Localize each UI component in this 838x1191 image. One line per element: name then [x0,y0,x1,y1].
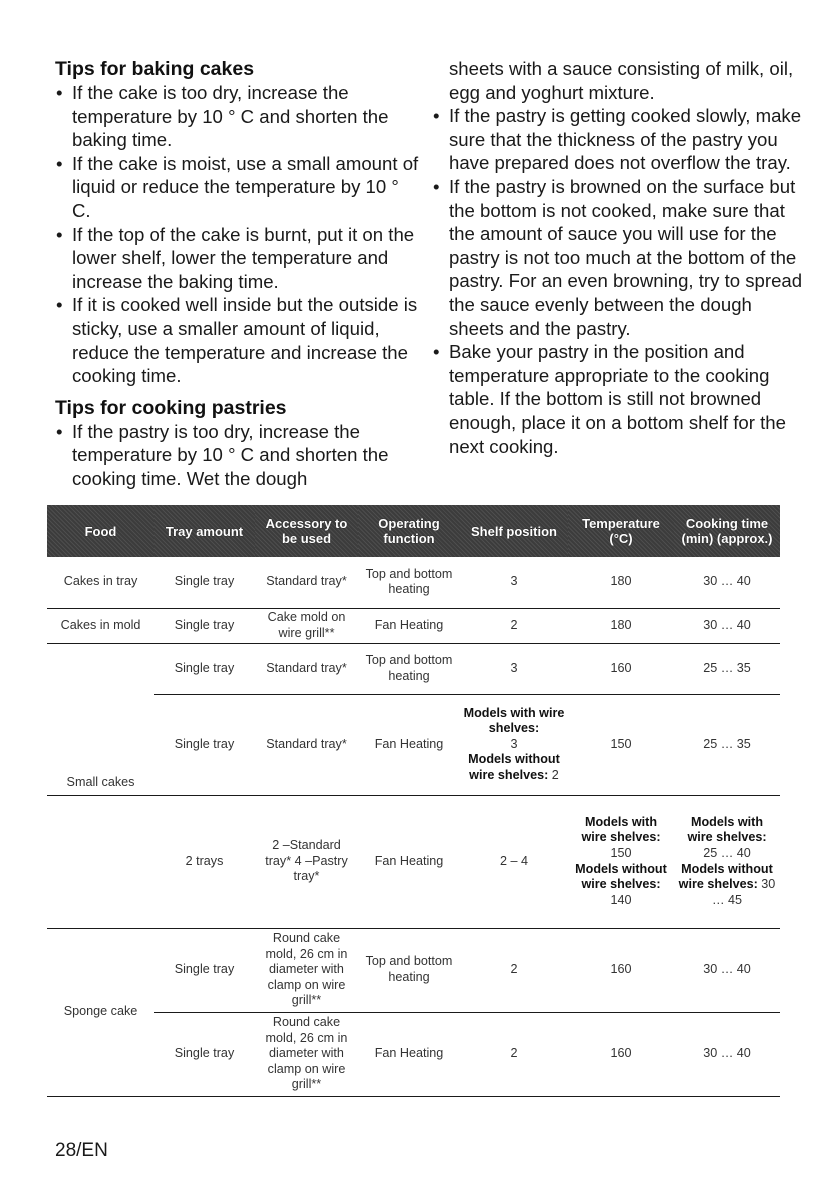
accessory-cell: 2 –Standard tray* 4 –Pastry tray* [255,795,358,928]
time-cell: 30 … 40 [674,928,780,1012]
time-cell: 30 … 40 [674,1012,780,1096]
header-shelf-position: Shelf position [460,505,568,557]
accessory-cell: Round cake mold, 26 cm in diameter with clamp on wire grill** [255,928,358,1012]
temp-cell: 180 [568,608,674,643]
table-row [47,795,780,928]
accessory-cell: Standard tray* [255,557,358,608]
table-header-row [47,505,780,557]
temp-nws-label: Models without wire shelves [575,861,667,892]
shelf-ws-value: 3 [510,736,518,751]
header-accessory: Accessory to be used [255,505,358,557]
list-item: • If the top of the cake is burnt, put it on the lower shelf, lower the temperature and increase the baking time. [55,223,420,294]
pastry-tips-list-continued [432,104,807,458]
time-cell: Models with wire shelves: 25 … 40 Models without wire shelves: 30 … 45 [674,795,780,928]
header-cooking-time: Cooking time (min) (approx.) [674,505,780,557]
food-cell-sponge-cake: Sponge cake [47,928,154,1096]
tray-cell: Single tray [154,1012,255,1096]
function-cell: Top and bottom heating [358,928,460,1012]
tray-cell: Single tray [154,928,255,1012]
list-item: • Bake your pastry in the position and temperature appropriate to the cooking table. If the bottom is still not browned enough, place it on a bottom shelf for the next cooking. [432,340,807,458]
table-row [47,694,780,795]
function-cell: Fan Heating [358,1012,460,1096]
tray-cell: Single tray [154,643,255,694]
temp-cell: Models with wire shelves: 150 Models without wire shelves: 140 [568,795,674,928]
temp-cell: 160 [568,1012,674,1096]
left-column [55,57,420,491]
shelf-cell: 3 [460,557,568,608]
temp-cell: 160 [568,643,674,694]
heading-baking-cakes: Tips for baking cakes [55,58,255,80]
accessory-cell: Standard tray* [255,643,358,694]
header-temperature: Temperature (°C) [568,505,674,557]
table-row [47,1012,780,1096]
list-item: • If the pastry is getting cooked slowly, make sure that the thickness of the pastry you have prepared does not overflow the tray. [432,104,807,175]
temp-cell: 150 [568,694,674,795]
time-cell: 25 … 35 [674,643,780,694]
list-item: • If the cake is moist, use a small amount of liquid or reduce the temperature by 10 ° C. [55,152,420,223]
pastry-tip-continued: sheets with a sauce consisting of milk, oil, egg and yoghurt mixture. [449,58,794,103]
baking-tips-list [55,81,420,388]
shelf-cell: 2 [460,608,568,643]
temp-ws-value: 150 [610,845,632,860]
function-cell: Top and bottom heating [358,557,460,608]
list-item: • If the cake is too dry, increase the temperature by 10 ° C and shorten the baking time. [55,81,420,152]
header-operating-function: Operating function [358,505,460,557]
time-cell: 25 … 35 [674,694,780,795]
food-cell: Cakes in tray [47,557,154,608]
function-cell: Fan Heating [358,795,460,928]
page-number: 28/EN [55,1140,108,1161]
shelf-nws-label: Models without wire shelves [468,752,560,782]
shelf-cell: 2 [460,1012,568,1096]
heading-cooking-pastries: Tips for cooking pastries [55,396,287,419]
temp-cell: 160 [568,928,674,1012]
time-ws-value: 25 … 40 [703,845,751,860]
shelf-nws-value: 2 [551,767,559,782]
list-item: • If the pastry is too dry, increase the temperature by 10 ° C and shorten the cooking time. Wet the dough [55,420,420,491]
table-row [47,557,780,608]
tray-cell: 2 trays [154,795,255,928]
tray-cell: Single tray [154,608,255,643]
temp-ws-label: Models with wire shelves [581,814,658,845]
tray-cell: Single tray [154,694,255,795]
right-column [432,57,807,458]
temp-cell: 180 [568,557,674,608]
header-food: Food [47,505,154,557]
accessory-cell: Round cake mold, 26 cm in diameter with clamp on wire grill** [255,1012,358,1096]
function-cell: Fan Heating [358,694,460,795]
pastry-tips-list [55,420,420,491]
accessory-cell: Cake mold on wire grill** [255,608,358,643]
time-cell: 30 … 40 [674,557,780,608]
shelf-cell: 2 – 4 [460,795,568,928]
cooking-table [47,505,780,1097]
list-item: • If the pastry is browned on the surface but the bottom is not cooked, make sure that the amount of sauce you will use for the pastry is not too much at the bottom of the pastry. For an even browning, try to spread the sauce evenly between the dough sheets and the pastry. [432,175,807,340]
list-item: • If it is cooked well inside but the outside is sticky, use a smaller amount of liquid, reduce the temperature and increase the cooking time. [55,293,420,387]
food-cell-empty [47,795,154,928]
temp-nws-value: 140 [610,892,632,907]
function-cell: Top and bottom heating [358,643,460,694]
time-cell: 30 … 40 [674,608,780,643]
time-nws-label: Models without wire shelves [678,861,773,892]
shelf-ws-label: Models with wire shelves [463,705,565,736]
time-nws-value: 30 … 45 [711,877,776,907]
header-tray-amount: Tray amount [154,505,255,557]
function-cell: Fan Heating [358,608,460,643]
shelf-cell: 2 [460,928,568,1012]
tray-cell: Single tray [154,557,255,608]
table-row [47,928,780,1012]
time-ws-label: Models with wire shelves [687,814,764,845]
table-row [47,643,780,694]
shelf-cell: Models with wire shelves: 3 Models without wire shelves: 2 [460,694,568,795]
food-cell: Cakes in mold [47,608,154,643]
accessory-cell: Standard tray* [255,694,358,795]
table-row [47,608,780,643]
shelf-cell: 3 [460,643,568,694]
food-cell-small-cakes: Small cakes [47,643,154,795]
